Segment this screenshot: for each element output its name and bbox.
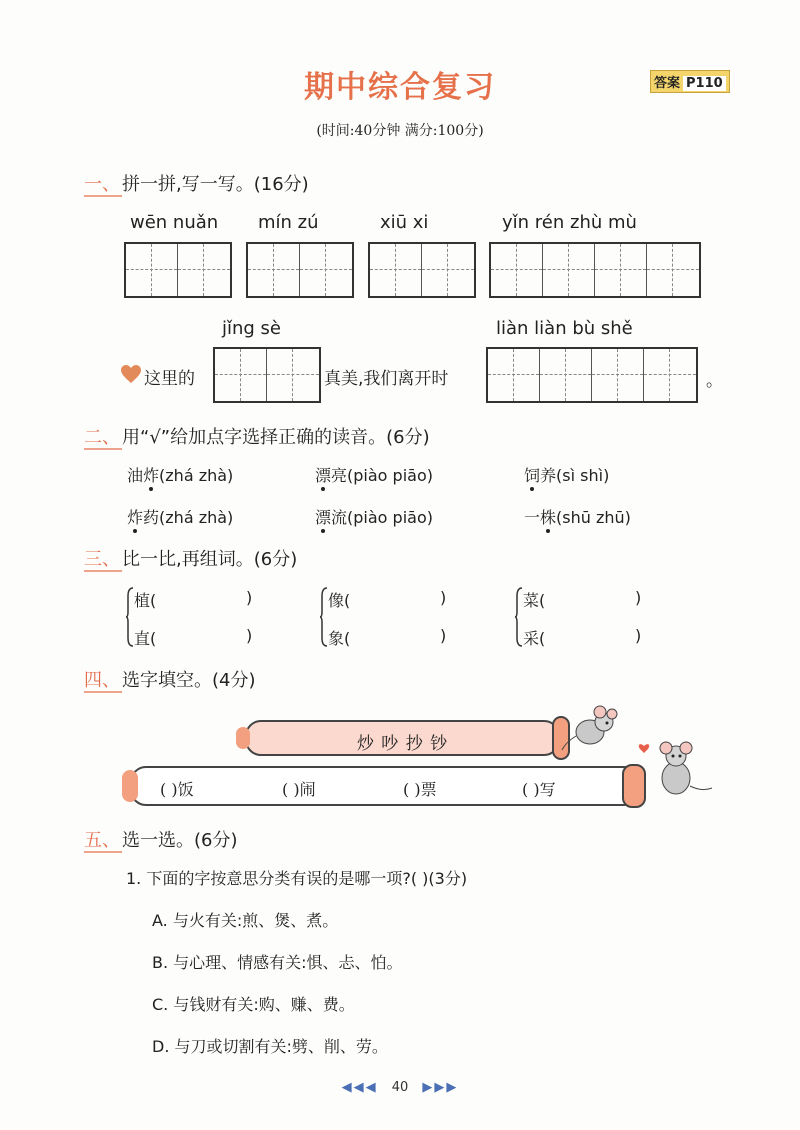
page-footer [0, 1080, 800, 1095]
section-5-heading: 五、 选一选。(6分) [84, 830, 238, 851]
next-arrows-icon: ▶▶▶ [422, 1080, 459, 1095]
page-number: 40 [391, 1080, 409, 1095]
option-a[interactable]: A. 与火有关:煎、煲、煮。 [152, 911, 339, 930]
sentence-mid: 真美,我们离开时 [324, 369, 449, 389]
pinyin-1: wēn nuǎn [130, 212, 219, 233]
pinyin-2: mín zú [258, 212, 319, 233]
write-grid-2[interactable] [246, 242, 354, 298]
question-1: 1. 下面的字按意思分类有误的是哪一项?( )(3分) [126, 869, 468, 888]
banner-roll-left [236, 727, 250, 749]
section-3-heading: 三、 比一比,再组词。(6分) [84, 549, 298, 570]
write-grid-5[interactable] [213, 347, 321, 403]
time-score-info: (时间:40分钟 满分:100分) [316, 123, 484, 139]
fill-blank[interactable]: ( )闹 [282, 780, 316, 799]
reading-item[interactable]: 漂流(piào piāo) [315, 508, 433, 527]
fill-blank[interactable]: ( )饭 [160, 780, 194, 799]
reading-item[interactable]: 饲养(sì shì) [524, 466, 610, 485]
heart-icon [120, 364, 142, 388]
pinyin-6: liàn liàn bù shě [496, 318, 633, 339]
fill-banner [130, 766, 640, 806]
section-1-heading: 一、 拼一拼,写一写。(16分) [84, 174, 309, 195]
reading-item[interactable]: 一株(shū zhū) [524, 508, 631, 527]
option-d[interactable]: D. 与刀或切割有关:劈、削、劳。 [152, 1037, 388, 1056]
reading-item[interactable]: 炸药(zhá zhà) [127, 508, 234, 527]
pinyin-5: jǐng sè [222, 318, 282, 339]
section-4-heading: 四、 选字填空。(4分) [84, 670, 256, 691]
page-title: 期中综合复习 [304, 70, 496, 105]
word-pair-2[interactable]: 像( ) 象( ) [320, 586, 460, 648]
write-grid-4[interactable] [489, 242, 701, 298]
answer-badge: 答案 P110 [650, 70, 730, 93]
fill-blank[interactable]: ( )写 [522, 780, 556, 799]
reading-item[interactable]: 油炸(zhá zhà) [127, 466, 234, 485]
write-grid-6[interactable] [486, 347, 698, 403]
pinyin-3: xiū xi [380, 212, 429, 233]
write-grid-3[interactable] [368, 242, 476, 298]
word-pair-1[interactable]: 植( ) 直( ) [126, 586, 266, 648]
write-grid-1[interactable] [124, 242, 232, 298]
fill-blank[interactable]: ( )票 [403, 780, 437, 799]
option-b[interactable]: B. 与心理、情感有关:惧、忐、怕。 [152, 953, 403, 972]
sentence-start: 这里的 [144, 369, 195, 389]
pinyin-4: yǐn rén zhù mù [502, 212, 637, 233]
sentence-end: 。 [706, 371, 723, 391]
choice-banner: 炒 吵 抄 钞 [245, 720, 560, 756]
option-c[interactable]: C. 与钱财有关:购、赚、费。 [152, 995, 355, 1014]
mouse-icon [560, 702, 620, 758]
mouse-icon [636, 736, 716, 806]
reading-item[interactable]: 漂亮(piào piāo) [315, 466, 433, 485]
prev-arrows-icon: ◀◀◀ [341, 1080, 378, 1095]
word-pair-3[interactable]: 菜( ) 采( ) [515, 586, 655, 648]
fill-roll-left [122, 770, 138, 802]
section-2-heading: 二、 用“√”给加点字选择正确的读音。(6分) [84, 427, 430, 448]
